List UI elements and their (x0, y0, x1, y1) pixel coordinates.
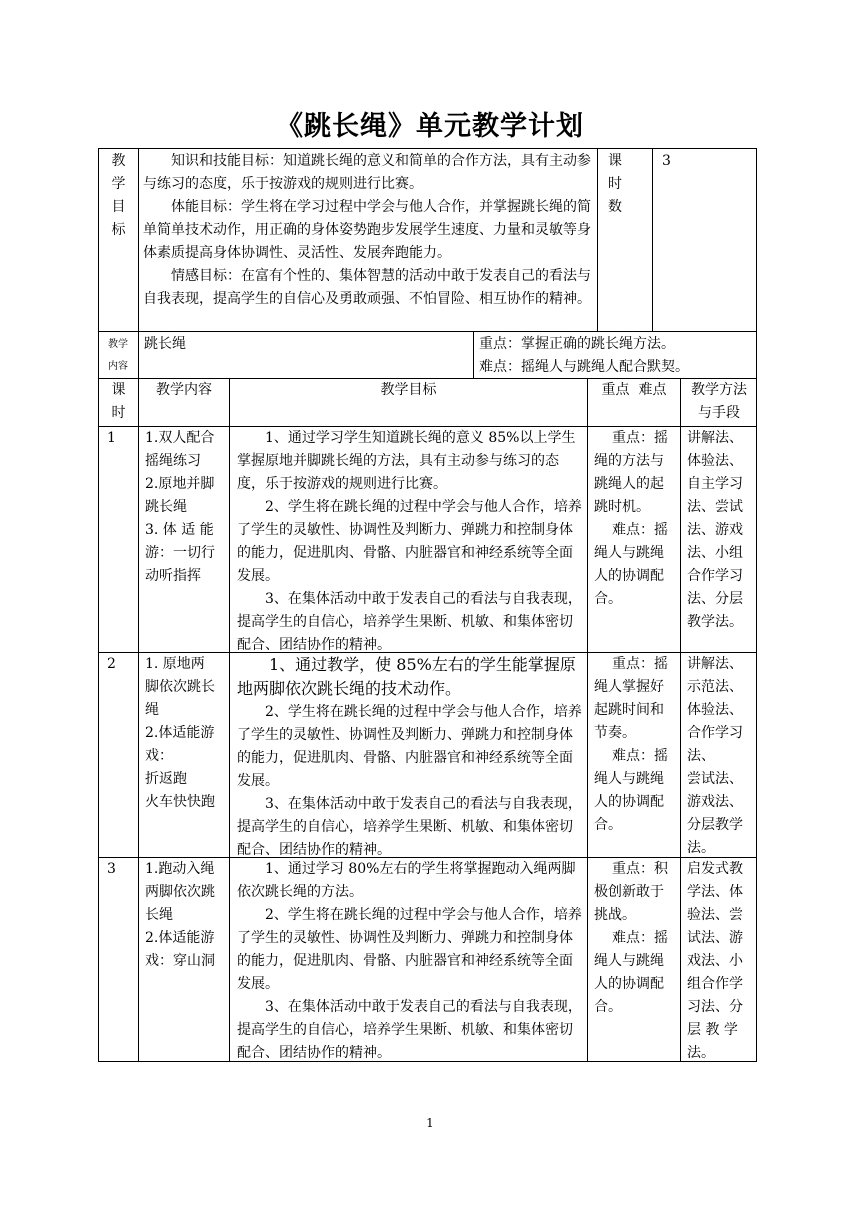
lesson-3-key: 重点：积 极创新敢于 挑战。 难点：摇 绳人与跳绳 人的协调配 合。 (594, 861, 668, 1015)
lesson-3-content: 1.跑动入绳 两脚依次跳 长绳 2.体适能游 戏：穿山洞 (145, 861, 215, 969)
content-key-points (479, 333, 754, 379)
header-content: 教学内容 (156, 382, 212, 398)
objectives-label: 教 学 目 标 (111, 153, 126, 238)
objective-physical: 体能目标：学生将在学习过程中学会与他人合作，并掌握跳长绳的简单简单技术动作，用正确的身体姿势跑步发展学生速度、力量和灵敏等身体素质提高身体协调性、灵活性、发展奔跑能力。 (143, 199, 591, 261)
header-goals: 教学目标 (380, 382, 437, 398)
objective-emotional: 情感目标：在富有个性的、集体智慧的活动中敢于发表自己的看法与自我表现，提高学生的自信心及勇敢顽强、不怕冒险、相互协作的精神。 (143, 268, 591, 307)
col-divider-3 (587, 378, 588, 1062)
lesson-3-goals: 1、通过学习 80%左右的学生将掌握跑动入绳两脚依次跳长绳的方法。 2、学生将在跳长绳的过程中学会与他人合作，培养了学生的灵敏性、协调性及判断力、弹跳力和控制身体的能力，促进肌肉、骨骼、内脏器官和神经系统等全面发展。 3、在集体活动中敢于发表自己的看法与自我表现，提高学生的自信心，培养学生果断、机敏、和集体密切配合、团结协作的精神。 (237, 861, 582, 1061)
lesson-1-method: 讲解法、 体验法、 自主学习 法、尝试 法、游戏 法、小组 合作学习 法、分层 教学法。 (687, 430, 743, 630)
hours-label: 课 时 数 (608, 153, 622, 215)
objectives-text (143, 150, 594, 311)
content-label: 教学 内容 (108, 339, 128, 372)
lesson-1-num: 1 (107, 430, 116, 446)
lesson-2-content: 1. 原地两 脚依次跳长 绳 2.体适能游 戏： 折返跑 火车快快跑 (145, 656, 215, 810)
lesson-1-key: 重点：摇 绳的方法与 跳绳人的起 跳时机。 难点：摇 绳人与跳绳 人的协调配 合。 (594, 430, 668, 607)
col-divider-4 (680, 378, 681, 1062)
lesson-1-content: 1.双人配合 摇绳练习 2.原地并脚 跳长绳 3. 体 适 能 游：一切行 动听指挥 (145, 430, 215, 584)
content-value: 跳长绳 (144, 336, 186, 352)
objective-knowledge: 知识和技能目标：知道跳长绳的意义和简单的合作方法，具有主动参与练习的态度，乐于按游戏的规则进行比赛。 (143, 153, 591, 192)
header-method: 教学方法 与手段 (691, 382, 747, 421)
lesson-3-method: 启发式教 学法、体 验法、尝 试法、游 戏法、小 组合作学 习法、分 层 教 学 法。 (687, 861, 743, 1061)
difficulty: 难点：摇绳人与跳绳人配合默契。 (479, 359, 689, 375)
header-lesson: 课 时 (111, 382, 126, 421)
lesson-1-goals: 1、通过学习学生知道跳长绳的意义 85%以上学生掌握原地并脚跳长绳的方法，具有主动参与练习的态度，乐于按游戏的规则进行比赛。 2、学生将在跳长绳的过程中学会与他人合作，培养了学生的灵敏性、协调性及判断力、弹跳力和控制身体的能力，促进肌肉、骨骼、内脏器官和神经系统等全面发展。 3、在集体活动中敢于发表自己的看法与自我表现，提高学生的自信心，培养学生果断、机敏、和集体密切配合、团结协作的精神。 (237, 430, 582, 653)
lesson-3-num: 3 (107, 861, 116, 877)
page-number: 1 (426, 1116, 434, 1130)
lesson-2-method: 讲解法、 示范法、 体验法、 合作学习 法、 尝试法、 游戏法、 分层教学 法。 (687, 656, 743, 856)
page-title: 《跳长绳》单元教学计划 (276, 111, 584, 142)
col-divider-1 (138, 378, 139, 1062)
key-point: 重点：掌握正确的跳长绳方法。 (479, 336, 675, 352)
content-key-divider (473, 331, 474, 379)
lesson-2-key: 重点：摇 绳人掌握好 起跳时间和 节奏。 难点：摇 绳人与跳绳 人的协调配 合。 (594, 656, 668, 833)
lesson-2-goals: 1、通过教学，使 85%左右的学生能掌握原地两脚依次跳长绳的技术动作。 2、学生将在跳长绳的过程中学会与他人合作，培养了学生的灵敏性、协调性及判断力、弹跳力和控制身体的能力，促进肌肉、骨骼、内脏器官和神经系统等全面发展。 3、在集体活动中敢于发表自己的看法与自我表现，提高学生的自信心，培养学生果断、机敏、和集体密切配合、团结协作的精神。 (237, 655, 582, 858)
lesson-2-num: 2 (107, 656, 116, 672)
hours-value: 3 (662, 153, 671, 169)
col-divider-2 (229, 378, 230, 1062)
header-key: 重点 难点 (601, 382, 667, 398)
